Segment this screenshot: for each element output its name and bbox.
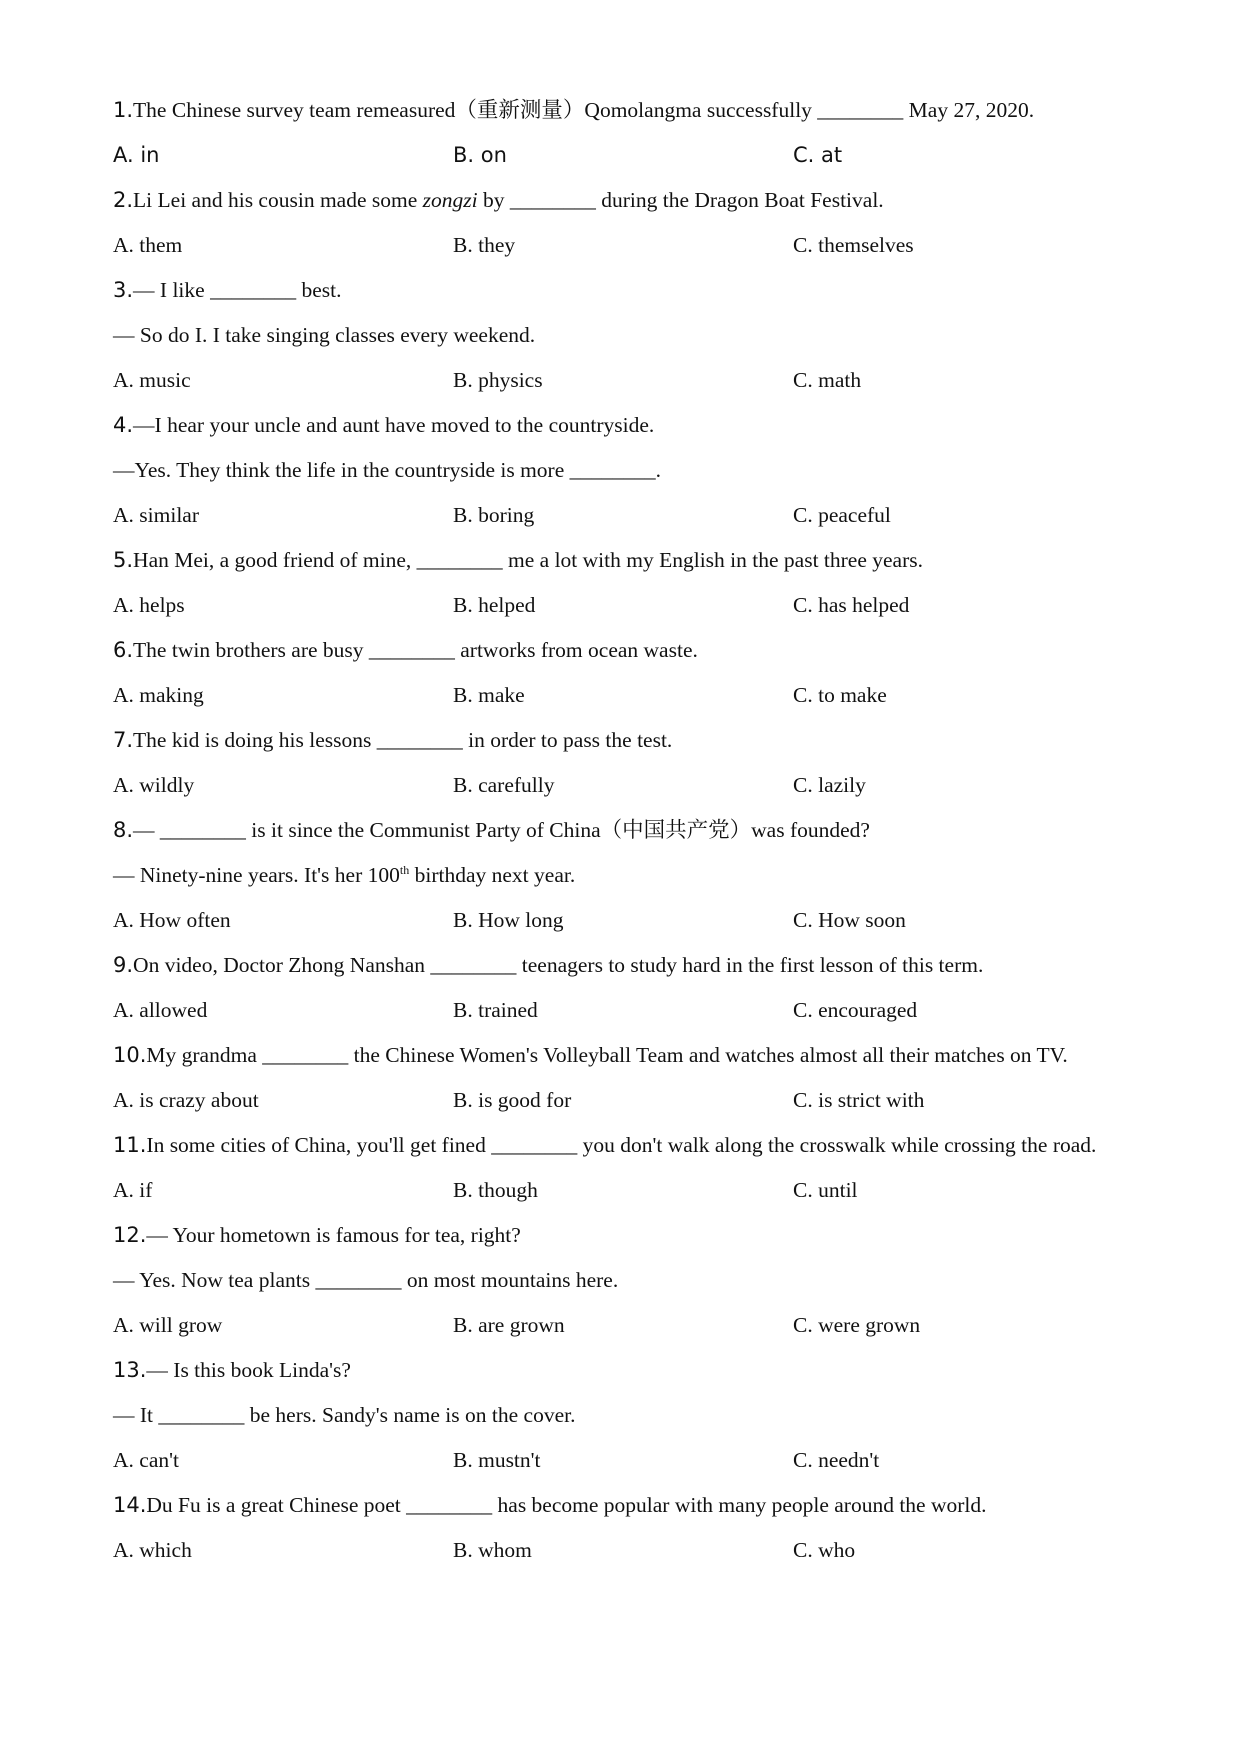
question-5-options — [113, 589, 1133, 634]
question-11-options — [113, 1174, 1133, 1219]
option-b: B. physics — [453, 368, 543, 392]
question-text: Li Lei and his cousin made some — [133, 188, 423, 212]
question-number: 6. — [113, 638, 134, 662]
question-text: — Ninety-nine years. It's her 100 — [113, 863, 400, 887]
question-8-options — [113, 904, 1133, 949]
question-7-options — [113, 769, 1133, 814]
question-text: Du Fu is a great Chinese poet ________ has become popular with many people around the world. — [146, 1493, 987, 1517]
question-3-stem — [113, 274, 1133, 319]
question-number: 9. — [113, 953, 134, 977]
option-a: A. wildly — [113, 773, 195, 797]
question-text: by ________ during the Dragon Boat Festival. — [477, 188, 884, 212]
question-text: birthday next year. — [409, 863, 576, 887]
italic-term: zongzi — [422, 188, 478, 212]
option-a: A. which — [113, 1538, 192, 1562]
option-b: B. on — [453, 143, 507, 167]
question-6-stem — [113, 634, 1133, 679]
option-a: A. can't — [113, 1448, 179, 1472]
option-a: A. How often — [113, 908, 231, 932]
option-a: A. allowed — [113, 998, 208, 1022]
option-c: C. lazily — [793, 773, 866, 797]
option-a: A. if — [113, 1178, 153, 1202]
option-b: B. trained — [453, 998, 538, 1022]
question-4-reply — [113, 454, 1133, 499]
question-12-options — [113, 1309, 1133, 1354]
question-10-options — [113, 1084, 1133, 1129]
question-text: — So do I. I take singing classes every weekend. — [113, 323, 536, 347]
option-a: A. making — [113, 683, 204, 707]
question-9-stem — [113, 949, 1133, 994]
question-13-stem — [113, 1354, 1133, 1399]
question-2-options — [113, 229, 1133, 274]
question-8-reply — [113, 859, 1133, 904]
option-b: B. though — [453, 1178, 538, 1202]
question-number: 12. — [113, 1223, 147, 1247]
question-text: Han Mei, a good friend of mine, ________ me a lot with my English in the past three years. — [133, 548, 924, 572]
question-number: 4. — [113, 413, 134, 437]
question-number: 3. — [113, 278, 134, 302]
question-text: In some cities of China, you'll get fined ________ you don't walk along the crosswalk while crossing the road. — [146, 1133, 1097, 1157]
option-b: B. carefully — [453, 773, 555, 797]
question-number: 14. — [113, 1493, 147, 1517]
option-c: C. until — [793, 1178, 858, 1202]
question-12-stem — [113, 1219, 1133, 1264]
option-c: C. needn't — [793, 1448, 880, 1472]
question-number: 11. — [113, 1133, 147, 1157]
question-text: On video, Doctor Zhong Nanshan ________ teenagers to study hard in the first lesson of this term. — [133, 953, 984, 977]
question-text: — I like ________ best. — [133, 278, 342, 302]
option-a: A. similar — [113, 503, 199, 527]
question-number: 13. — [113, 1358, 147, 1382]
question-14-options — [113, 1534, 1133, 1579]
question-number: 2. — [113, 188, 134, 212]
option-a: A. is crazy about — [113, 1088, 259, 1112]
question-text: The twin brothers are busy ________ artworks from ocean waste. — [133, 638, 698, 662]
question-13-reply — [113, 1399, 1133, 1444]
option-c: C. themselves — [793, 233, 914, 257]
question-1-options — [113, 139, 1133, 184]
option-b: B. mustn't — [453, 1448, 541, 1472]
option-c: C. has helped — [793, 593, 910, 617]
question-5-stem — [113, 544, 1133, 589]
ordinal-suffix: th — [399, 862, 410, 877]
question-14-stem — [113, 1489, 1133, 1534]
question-1-stem — [113, 94, 1133, 139]
question-number: 5. — [113, 548, 134, 572]
question-9-options — [113, 994, 1133, 1039]
question-4-options — [113, 499, 1133, 544]
option-b: B. they — [453, 233, 516, 257]
option-b: B. are grown — [453, 1313, 565, 1337]
question-12-reply — [113, 1264, 1133, 1309]
question-text: The Chinese survey team remeasured（重新测量）Qomolangma successfully ________ May 27, 2020. — [133, 98, 1035, 122]
option-a: A. music — [113, 368, 191, 392]
option-a: A. helps — [113, 593, 185, 617]
exam-page — [113, 94, 1133, 1579]
option-b: B. whom — [453, 1538, 532, 1562]
question-number: 8. — [113, 818, 134, 842]
question-4-stem — [113, 409, 1133, 454]
question-text: — ________ is it since the Communist Party of China（中国共产党）was founded? — [133, 818, 870, 842]
option-c: C. math — [793, 368, 862, 392]
question-13-options — [113, 1444, 1133, 1489]
question-text: — Yes. Now tea plants ________ on most mountains here. — [113, 1268, 619, 1292]
option-c: C. encouraged — [793, 998, 918, 1022]
question-2-stem — [113, 184, 1133, 229]
option-c: C. How soon — [793, 908, 906, 932]
option-c: C. peaceful — [793, 503, 891, 527]
question-3-options — [113, 364, 1133, 409]
option-c: C. at — [793, 143, 843, 167]
option-b: B. boring — [453, 503, 535, 527]
question-8-stem — [113, 814, 1133, 859]
question-text: — Your hometown is famous for tea, right? — [146, 1223, 521, 1247]
question-7-stem — [113, 724, 1133, 769]
question-text: —Yes. They think the life in the countryside is more ________. — [113, 458, 661, 482]
option-b: B. is good for — [453, 1088, 572, 1112]
question-number: 7. — [113, 728, 134, 752]
option-c: C. is strict with — [793, 1088, 925, 1112]
option-c: C. were grown — [793, 1313, 921, 1337]
option-a: A. in — [113, 143, 160, 167]
question-6-options — [113, 679, 1133, 724]
question-text: My grandma ________ the Chinese Women's Volleyball Team and watches almost all their matches on TV. — [146, 1043, 1068, 1067]
option-a: A. will grow — [113, 1313, 223, 1337]
option-b: B. helped — [453, 593, 536, 617]
question-text: — Is this book Linda's? — [146, 1358, 351, 1382]
question-11-stem — [113, 1129, 1133, 1174]
question-text: The kid is doing his lessons ________ in order to pass the test. — [133, 728, 673, 752]
question-text: —I hear your uncle and aunt have moved to the countryside. — [133, 413, 655, 437]
option-b: B. make — [453, 683, 525, 707]
question-text: — It ________ be hers. Sandy's name is on the cover. — [113, 1403, 576, 1427]
question-3-reply — [113, 319, 1133, 364]
question-10-stem — [113, 1039, 1133, 1084]
option-a: A. them — [113, 233, 183, 257]
question-number: 10. — [113, 1043, 147, 1067]
option-b: B. How long — [453, 908, 564, 932]
question-number: 1. — [113, 98, 134, 122]
option-c: C. who — [793, 1538, 856, 1562]
option-c: C. to make — [793, 683, 887, 707]
